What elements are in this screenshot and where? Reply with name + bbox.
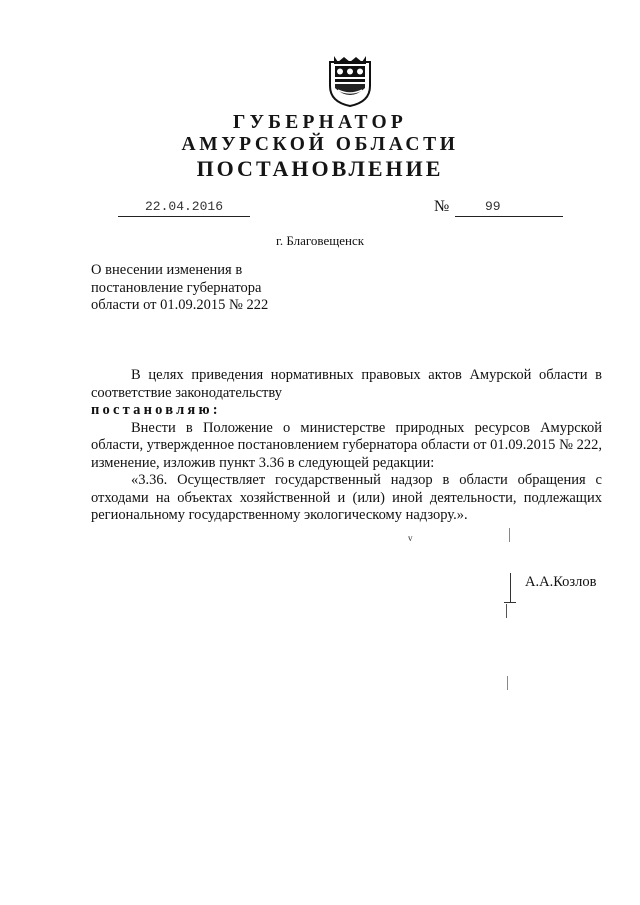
document-type: ПОСТАНОВЛЕНИЕ [196, 156, 444, 181]
preamble-paragraph: В целях приведения нормативных правовых актов Амурской области в соответствие законодательству [91, 367, 602, 401]
scan-mark [509, 528, 510, 542]
signature-mark [510, 573, 511, 603]
scan-mark [507, 676, 508, 690]
document-date: 22.04.2016 [118, 198, 250, 217]
resolve-word: постановляю: [91, 402, 221, 418]
new-clause-paragraph: «3.36. Осуществляет государственный надзор в области обращения с отходами на объектах хозяйственной и (или) иной деятельности, подлежащих региональному государственному экологическому надзору.». [91, 472, 602, 523]
document-number: 99 [485, 199, 501, 214]
handwritten-tick: ᴠ [408, 533, 413, 543]
number-label: № [434, 198, 450, 215]
signer-name: А.А.Козлов [525, 574, 597, 590]
coat-of-arms-icon [326, 52, 374, 108]
issuer-title: ГУБЕРНАТОР [233, 112, 407, 133]
document-body [91, 367, 602, 525]
issuer-region: АМУРСКОЙ ОБЛАСТИ [181, 134, 459, 155]
amendment-paragraph: Внести в Положение о министерстве природных ресурсов Амурской области, утвержденное постановлением губернатора области от 01.09.2015 № 222, изменение, изложив пункт 3.36 в следующей редакции: [91, 419, 602, 471]
city: г. Благовещенск [275, 233, 365, 248]
document-subject: О внесении изменения в постановление губернатора области от 01.09.2015 № 222 [91, 262, 269, 313]
signature-mark-tail [506, 604, 507, 618]
document-number-field [455, 198, 563, 217]
signature-mark-base [504, 602, 516, 603]
